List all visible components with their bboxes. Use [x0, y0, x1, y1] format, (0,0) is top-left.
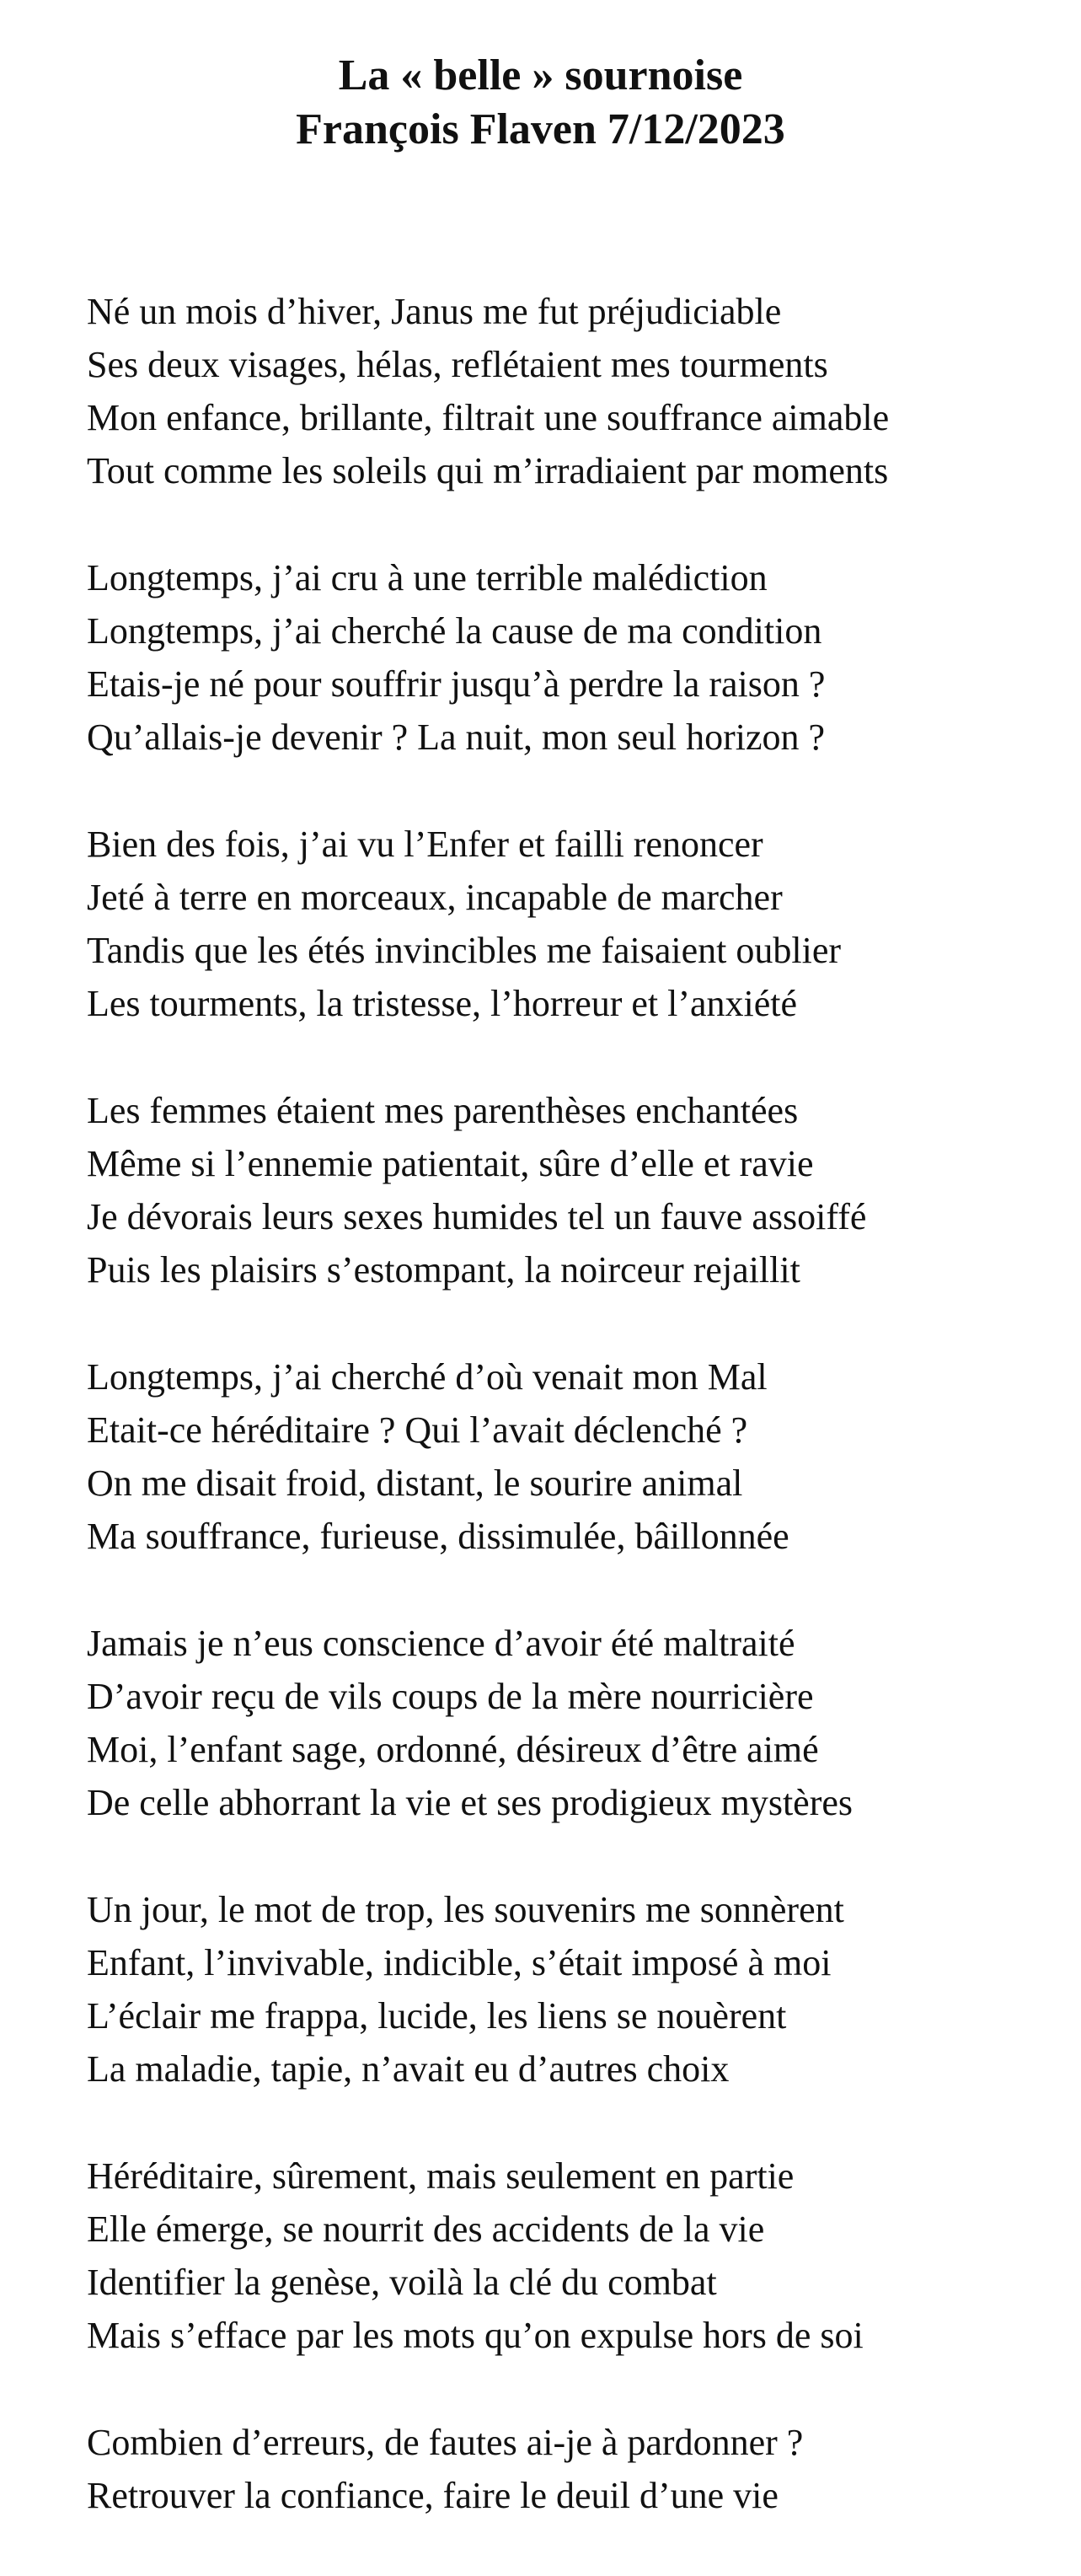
stanza: [87, 2416, 1056, 2522]
poem-line: Mon enfance, brillante, filtrait une souffrance aimable: [87, 397, 890, 438]
poem-line: Jamais je n’eus conscience d’avoir été maltraité: [87, 1623, 795, 1664]
poem-line: Longtemps, j’ai cru à une terrible malédiction: [87, 557, 768, 598]
poem-line: Jeté à terre en morceaux, incapable de marcher: [87, 877, 783, 918]
poem-line: Puis les plaisirs s’estompant, la noirceur rejaillit: [87, 1249, 800, 1291]
stanza: [87, 285, 1056, 497]
poem-body: [87, 285, 1056, 2576]
stanza: [87, 1617, 1056, 1829]
poem-line: Ses deux visages, hélas, reflétaient mes tourments: [87, 344, 828, 385]
poem-line: Etais-je né pour souffrir jusqu’à perdre la raison ?: [87, 663, 826, 705]
poem-line: Les femmes étaient mes parenthèses enchantées: [87, 1090, 799, 1131]
poem-line: Longtemps, j’ai cherché d’où venait mon Mal: [87, 1356, 768, 1398]
stanza: [87, 1350, 1056, 1563]
poem-line: Ma souffrance, furieuse, dissimulée, bâillonnée: [87, 1516, 789, 1557]
poem-line: Tandis que les étés invincibles me faisaient oublier: [87, 930, 841, 971]
poem-line: Etait-ce héréditaire ? Qui l’avait déclenché ?: [87, 1409, 748, 1451]
poem-line: L’éclair me frappa, lucide, les liens se nouèrent: [87, 1995, 787, 2037]
poem-line: Je dévorais leurs sexes humides tel un fauve assoiffé: [87, 1196, 867, 1237]
poem-line: La maladie, tapie, n’avait eu d’autres choix: [87, 2048, 730, 2090]
poem-line: Longtemps, j’ai cherché la cause de ma condition: [87, 610, 822, 652]
poem-line: Les tourments, la tristesse, l’horreur et l’anxiété: [87, 983, 798, 1024]
poem-line: Elle émerge, se nourrit des accidents de la vie: [87, 2208, 765, 2250]
poem-line: Combien d’erreurs, de fautes ai-je à pardonner ?: [87, 2422, 804, 2463]
poem-line: Un jour, le mot de trop, les souvenirs me sonnèrent: [87, 1889, 844, 1930]
poem-line: Moi, l’enfant sage, ordonné, désireux d’être aimé: [87, 1729, 819, 1770]
poem-line: Tout comme les soleils qui m’irradiaient par moments: [87, 450, 889, 491]
poem-line: On me disait froid, distant, le sourire animal: [87, 1462, 743, 1504]
stanza: [87, 2149, 1056, 2362]
poem-line: Retrouver la confiance, faire le deuil d’une vie: [87, 2475, 779, 2516]
author-date: François Flaven 7/12/2023: [296, 105, 785, 153]
poem-line: Qu’allais-je devenir ? La nuit, mon seul horizon ?: [87, 716, 826, 758]
stanza: [87, 818, 1056, 1030]
poem-line: Enfant, l’invivable, indicible, s’était imposé à moi: [87, 1942, 832, 1983]
poem-line: D’avoir reçu de vils coups de la mère nourricière: [87, 1676, 814, 1717]
poem-line: Identifier la genèse, voilà la clé du combat: [87, 2262, 717, 2303]
poem-line: Même si l’ennemie patientait, sûre d’elle et ravie: [87, 1143, 814, 1184]
poem-line: De celle abhorrant la vie et ses prodigieux mystères: [87, 1782, 854, 1823]
poem-line: Né un mois d’hiver, Janus me fut préjudiciable: [87, 291, 782, 332]
poem-header: [0, 49, 1081, 157]
stanza: [87, 1883, 1056, 2096]
poem-line: Bien des fois, j’ai vu l’Enfer et failli renoncer: [87, 824, 763, 865]
stanza: [87, 1084, 1056, 1296]
stanza: [87, 551, 1056, 764]
poem-title: La « belle » sournoise: [338, 51, 743, 99]
poem-line: Mais s’efface par les mots qu’on expulse hors de soi: [87, 2315, 864, 2356]
poem-line: Héréditaire, sûrement, mais seulement en partie: [87, 2155, 795, 2197]
